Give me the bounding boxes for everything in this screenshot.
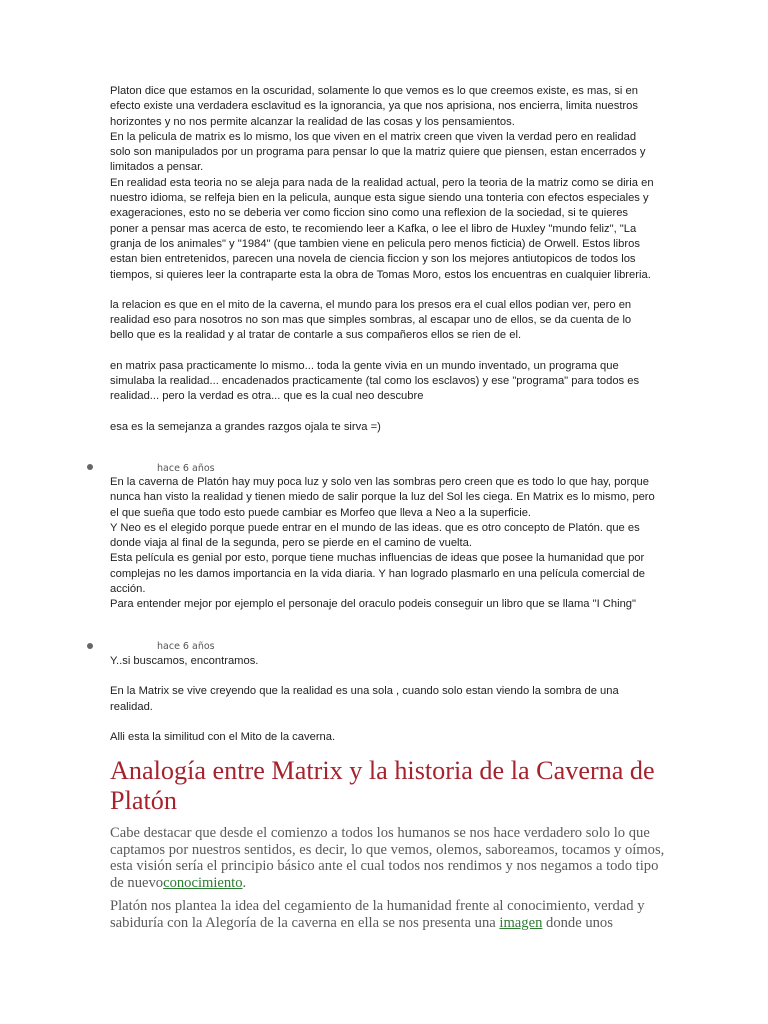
answer-paragraph: Y..si buscamos, encontramos.	[110, 655, 259, 667]
paragraph-gap	[110, 715, 655, 730]
answer-paragraph: Para entender mejor por ejemplo el personaje del oraculo podeis conseguir un libro que se llama "I Ching"	[110, 598, 636, 611]
article-text: .	[242, 875, 247, 892]
imagen-link[interactable]: imagen	[499, 914, 543, 931]
answer-paragraph: En la Matrix se vive creyendo que la realidad es una sola , cuando solo estan viendo la sombra de una realidad.	[110, 685, 619, 713]
conocimiento-link[interactable]: conocimiento	[163, 875, 243, 892]
paragraph-gap	[110, 405, 655, 420]
answer-timestamp: hace 6 años	[157, 463, 215, 474]
article-text: Cabe destacar que desde el comienzo a todos los humanos se nos hace verdadero solo lo que captamos por nuestros sentidos, es decir, lo que vemos, olemos, saboreamos, tocamos y oímos, esta visión sería el principio básico ante el cual todos nos rendimos y nos negamos a todo tipo de nuevo	[110, 825, 665, 892]
answer-paragraph: En la pelicula de matrix es lo mismo, los que viven en el matrix creen que viven la verdad pero en realidad solo son manipulados por un programa para pensar lo que la matriz quiere que piensen, estan encerrados y limitados a pensar.	[110, 130, 646, 174]
paragraph-gap	[110, 669, 655, 684]
article-paragraph	[110, 898, 670, 931]
answer-paragraph: en matrix pasa practicamente lo mismo... toda la gente vivia en un mundo inventado, un programa que simulaba la realidad... encadenados practicamente (tal como los esclavos) y ese "programa" para todos es realidad... pero la verdad es otra... que es la cual neo descubre	[110, 359, 640, 403]
article-heading: Analogía entre Matrix y la historia de la Caverna de Platón	[110, 756, 655, 815]
answer-3	[110, 654, 655, 745]
article-text: donde unos	[542, 914, 613, 931]
list-bullet	[87, 464, 93, 470]
answer-paragraph: En realidad esta teoria no se aleja para nada de la realidad actual, pero la teoria de la matriz como se diria en nuestro idioma, se relfeja bien en la pelicula, aunque esta sigue siendo una tonteria con efectos especiales y exageraciones, esto no se deberia ver como ficcion sino como una reflexion de la sociedad, si te quieres poner a pensar mas acerca de esto, te recomiendo leer a Kafka, o lee el libro de Huxley "mundo feliz", "La granja de los animales" y "1984" (que tambien viene en pelicula pero menos ficticia) de Orwell. Estos libros estan bien entretenidos, parecen una novela de ciencia ficcion y son los mejores antiutopicos de todos los tiempos, si quieres leer la contraparte esta la obra de Tomas Moro, estos los encuentras en cualquier libreria.	[110, 176, 654, 281]
answer-paragraph: la relacion es que en el mito de la caverna, el mundo para los presos era el cual ellos podian ver, pero en realidad eso para nosotros no son mas que simples sombras, al escapar uno de ellos, se da cuenta de lo bello que es la realidad y al tratar de contarle a sus compañeros ellos se rien de el.	[110, 298, 632, 342]
article-paragraph	[110, 825, 670, 892]
answer-paragraph: Platon dice que estamos en la oscuridad, solamente lo que vemos es lo que creemos existe, es mas, si en efecto existe una verdadera esclavitud es la ignorancia, ya que nos aprisiona, nos encierra, limita nuestros horizontes y no nos permite alcanzar la realidad de las cosas y los pensamientos.	[110, 85, 638, 128]
answer-paragraph: Alli esta la similitud con el Mito de la caverna.	[110, 730, 336, 743]
article-text: Platón nos plantea la idea del cegamiento de la humanidad frente al conocimiento, verdad y sabiduría con la Alegoría de la caverna en ella se nos presenta una	[110, 898, 645, 931]
answer-paragraph: Y Neo es el elegido porque puede entrar en el mundo de las ideas. que es otro concepto de Platón. que es donde viaja al final de la segunda, pero se pierde en el camino de vuelta.	[110, 521, 640, 550]
paragraph-gap	[110, 283, 655, 298]
answer-2	[110, 475, 655, 613]
answer-1	[110, 84, 655, 435]
answer-paragraph: Esta película es genial por esto, porque tiene muchas influencias de ideas que posee la humanidad que por complejas no les damos importancia en la vida diaria. Y han logrado plasmarlo en una película comercial de acción.	[110, 552, 646, 596]
answer-paragraph: En la caverna de Platón hay muy poca luz y solo ven las sombras pero creen que es todo lo que hay, porque nunca han visto la realidad y tienen miedo de salir porque la luz del Sol les ciega. En Matrix es lo mismo, pero el que sueña que todo esto puede cambiar es Morfeo que lleva a Neo a la superficie.	[110, 476, 655, 519]
paragraph-gap	[110, 344, 655, 359]
answer-paragraph: esa es la semejanza a grandes razgos ojala te sirva =)	[110, 420, 381, 433]
list-bullet	[87, 643, 93, 649]
answer-timestamp: hace 6 años	[157, 641, 215, 652]
